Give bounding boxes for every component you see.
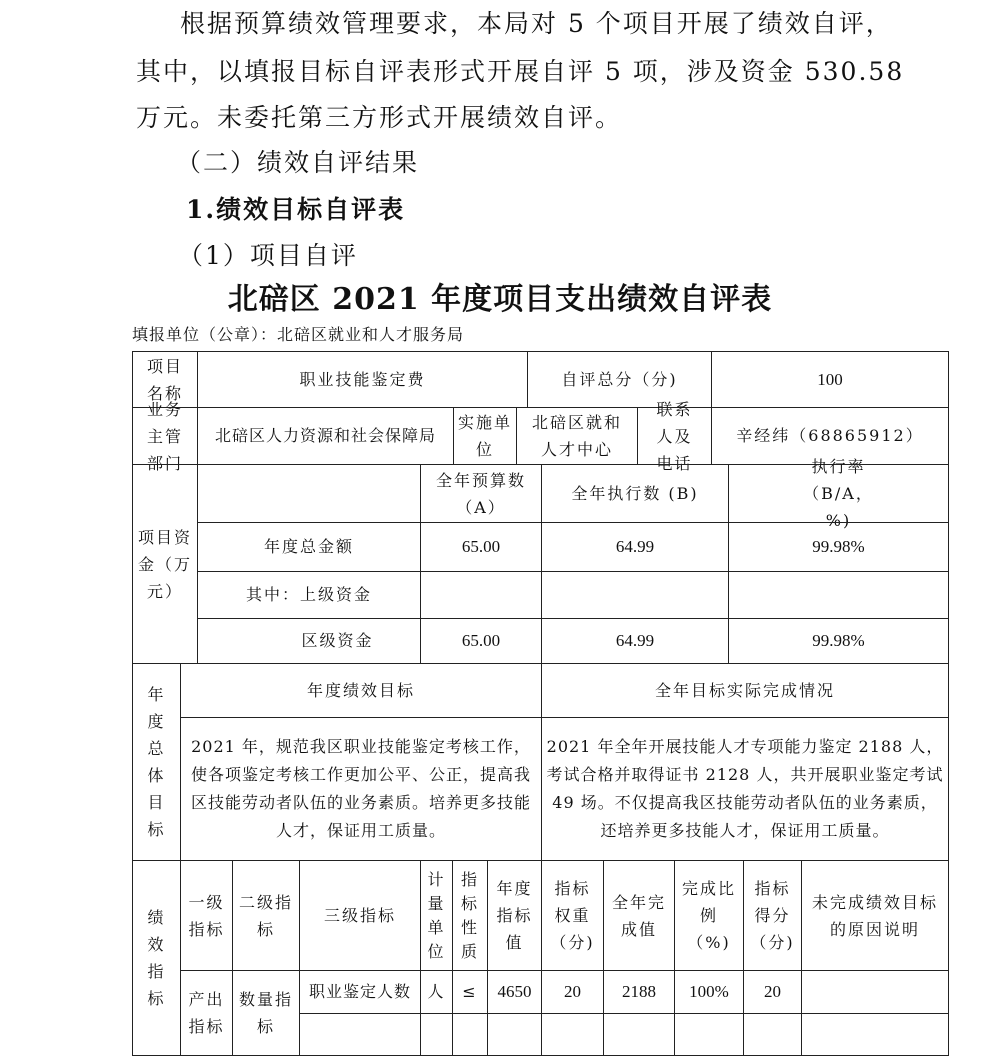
project-name: 职业技能鉴定费 xyxy=(197,351,528,408)
table-title: 北碚区 2021 年度项目支出绩效自评表 xyxy=(227,282,773,317)
ind-header-level3: 三级指标 xyxy=(299,860,421,971)
funds-row-rate xyxy=(728,571,949,619)
intro-line-1: 根据预算绩效管理要求，本局对 5 个项目开展了绩效自评， xyxy=(180,9,893,38)
contact-label: 联系人及电话 xyxy=(637,407,712,465)
ind-row-actual xyxy=(603,1013,675,1056)
contact: 辛经纬（68865912） xyxy=(711,407,949,465)
funds-row-executed: 64.99 xyxy=(541,618,729,664)
ind-header-score: 指标得分（分) xyxy=(743,860,802,971)
total-score: 100 xyxy=(711,351,949,408)
project-name-label: 项目名称 xyxy=(132,351,198,408)
ind-row-target xyxy=(487,1013,542,1056)
funds-row-executed xyxy=(541,571,729,619)
impl-unit-label: 实施单位 xyxy=(453,407,517,465)
funds-col-budget: 全年预算数（A） xyxy=(420,464,542,523)
ind-row-ratio xyxy=(674,1013,744,1056)
goals-col-actual: 全年目标实际完成情况 xyxy=(541,663,949,718)
funds-row-label: 区级资金 xyxy=(197,618,421,664)
section-heading: （二）绩效自评结果 xyxy=(176,148,420,177)
funds-row-budget: 65.00 xyxy=(420,522,542,572)
goals-section-label: 年度总体目标 xyxy=(132,663,181,861)
ind-row-unit xyxy=(420,1013,453,1056)
sub-sub-heading: （1）项目自评 xyxy=(178,241,358,270)
ind-header-level2: 二级指标 xyxy=(232,860,300,971)
ind-row-nature: ≤ xyxy=(452,970,488,1014)
ind-row-nature xyxy=(452,1013,488,1056)
ind-level1: 产出指标 xyxy=(180,970,233,1056)
ind-header-nature: 指标性质 xyxy=(452,860,488,971)
funds-section-label: 项目资金（万元） xyxy=(132,464,198,664)
funds-row-rate: 99.98% xyxy=(728,522,949,572)
ind-row-weight xyxy=(541,1013,604,1056)
ind-header-level1: 一级指标 xyxy=(180,860,233,971)
funds-row-rate: 99.98% xyxy=(728,618,949,664)
goals-target-text: 2021 年，规范我区职业技能鉴定考核工作，使各项鉴定考核工作更加公平、公正，提高我区技能劳动者队伍的业务素质。培养更多技能人才，保证用工质量。 xyxy=(180,717,542,861)
funds-col-executed: 全年执行数 (B) xyxy=(541,464,729,523)
intro-line-3: 万元。未委托第三方形式开展绩效自评。 xyxy=(136,103,623,132)
ind-header-target: 年度指标值 xyxy=(487,860,542,971)
ind-row-unit: 人 xyxy=(420,970,453,1014)
total-score-label: 自评总分（分) xyxy=(527,351,712,408)
funds-col-rate: 执行率（B/A，%) xyxy=(728,464,949,523)
funds-row-budget: 65.00 xyxy=(420,618,542,664)
funds-row-label: 年度总金额 xyxy=(197,522,421,572)
intro-line-2: 其中，以填报目标自评表形式开展自评 5 项，涉及资金 530.58 xyxy=(136,57,905,86)
ind-row-level3: 职业鉴定人数 xyxy=(299,970,421,1014)
filler-unit: 填报单位（公章）：北碚区就业和人才服务局 xyxy=(132,325,465,344)
ind-header-unit: 计量单位 xyxy=(420,860,453,971)
ind-row-ratio: 100% xyxy=(674,970,744,1014)
ind-header-weight: 指标权重（分) xyxy=(541,860,604,971)
ind-row-reason xyxy=(801,970,949,1014)
dept: 北碚区人力资源和社会保障局 xyxy=(197,407,454,465)
ind-level2: 数量指标 xyxy=(232,970,300,1056)
funds-row-label: 其中：上级资金 xyxy=(197,571,421,619)
ind-row-reason xyxy=(801,1013,949,1056)
ind-row-level3 xyxy=(299,1013,421,1056)
ind-row-weight: 20 xyxy=(541,970,604,1014)
funds-row-budget xyxy=(420,571,542,619)
ind-header-reason: 未完成绩效目标的原因说明 xyxy=(801,860,949,971)
ind-header-actual: 全年完成值 xyxy=(603,860,675,971)
ind-header-ratio: 完成比例（%) xyxy=(674,860,744,971)
goals-col-target: 年度绩效目标 xyxy=(180,663,542,718)
funds-header-blank xyxy=(197,464,421,523)
sub-heading: 1.绩效目标自评表 xyxy=(186,195,406,224)
ind-row-score: 20 xyxy=(743,970,802,1014)
indicators-section-label: 绩效指标 xyxy=(132,860,181,1056)
ind-row-actual: 2188 xyxy=(603,970,675,1014)
dept-label: 业务主管部门 xyxy=(132,407,198,465)
goals-actual-text: 2021 年全年开展技能人才专项能力鉴定 2188 人，考试合格并取得证书 2128 人，共开展职业鉴定考试 49 场。不仅提高我区技能劳动者队伍的业务素质，还培养更多技能人才，保证用工质量。 xyxy=(541,717,949,861)
funds-row-executed: 64.99 xyxy=(541,522,729,572)
impl-unit: 北碚区就和人才中心 xyxy=(516,407,638,465)
ind-row-score xyxy=(743,1013,802,1056)
ind-row-target: 4650 xyxy=(487,970,542,1014)
